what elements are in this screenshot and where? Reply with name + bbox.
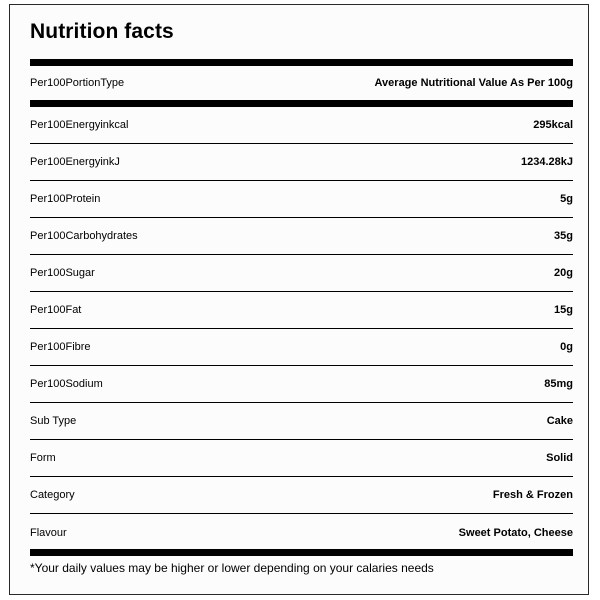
nutrient-label: Per100Carbohydrates xyxy=(30,230,138,242)
attribute-label: Form xyxy=(30,452,56,464)
attribute-label: Category xyxy=(30,489,75,501)
footnote: *Your daily values may be higher or lower depending on your calaries needs xyxy=(30,561,434,575)
nutrient-row-sugar xyxy=(30,255,573,292)
nutrition-facts-panel xyxy=(9,4,589,595)
nutrient-value: 1234.28kJ xyxy=(521,156,573,168)
attribute-row-flavour xyxy=(30,514,573,551)
nutrient-value: 85mg xyxy=(544,378,573,390)
header-divider xyxy=(30,100,573,107)
nutrient-row-energy-kcal xyxy=(30,107,573,144)
nutrient-row-protein xyxy=(30,181,573,218)
nutrient-row-fat xyxy=(30,292,573,329)
nutrient-value: 5g xyxy=(560,193,573,205)
nutrient-label: Per100Protein xyxy=(30,193,101,205)
nutrient-label: Per100Sodium xyxy=(30,378,103,390)
nutrient-value: 295kcal xyxy=(533,119,573,131)
attribute-value: Solid xyxy=(546,452,573,464)
nutrient-row-sodium xyxy=(30,366,573,403)
nutrient-row-energy-kj xyxy=(30,144,573,181)
nutrient-row-fibre xyxy=(30,329,573,366)
bottom-divider xyxy=(30,549,573,556)
nutrient-value: 15g xyxy=(554,304,573,316)
nutrient-row-carbohydrates xyxy=(30,218,573,255)
nutrient-value: 20g xyxy=(554,267,573,279)
nutrient-label: Per100EnergyinkJ xyxy=(30,156,120,168)
portion-type-row xyxy=(30,66,573,100)
attribute-value: Fresh & Frozen xyxy=(492,489,573,501)
attribute-label: Flavour xyxy=(30,526,67,539)
top-divider xyxy=(30,59,573,66)
portion-type-value: Average Nutritional Value As Per 100g xyxy=(374,77,573,89)
nutrient-label: Per100Energyinkcal xyxy=(30,119,129,131)
nutrient-label: Per100Fat xyxy=(30,304,82,316)
attribute-row-category xyxy=(30,477,573,514)
panel-title: Nutrition facts xyxy=(30,20,174,43)
attribute-row-sub-type xyxy=(30,403,573,440)
portion-type-label: Per100PortionType xyxy=(30,77,125,89)
attribute-value: Cake xyxy=(546,415,573,427)
attribute-row-form xyxy=(30,440,573,477)
nutrient-value: 35g xyxy=(554,230,573,242)
attribute-value: Sweet Potato, Cheese xyxy=(458,526,573,539)
attribute-label: Sub Type xyxy=(30,415,77,427)
nutrient-value: 0g xyxy=(560,341,573,353)
nutrient-label: Per100Fibre xyxy=(30,341,91,353)
nutrient-label: Per100Sugar xyxy=(30,267,95,279)
